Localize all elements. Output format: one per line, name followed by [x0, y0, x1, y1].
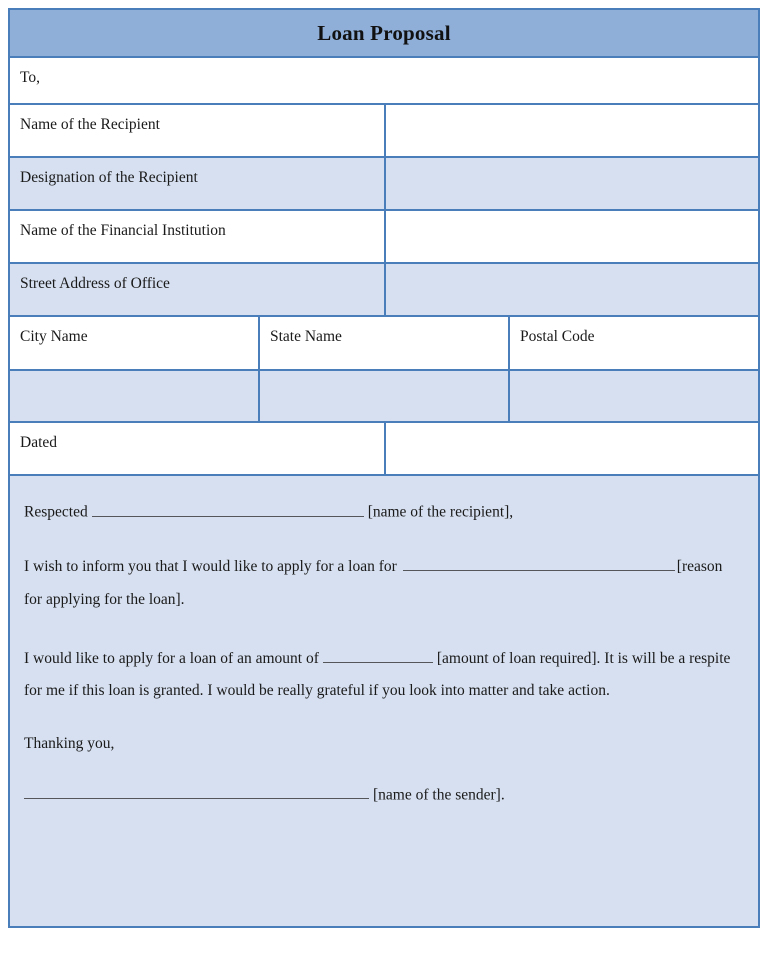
to-label-cell — [10, 58, 758, 103]
letter-salutation — [24, 500, 744, 523]
loan-amount-blank[interactable] — [323, 646, 433, 663]
field-label-designation-of-recipient — [10, 158, 386, 209]
sender-name-blank[interactable] — [24, 783, 369, 800]
loan-proposal-table — [8, 8, 760, 928]
letter-signature-line — [24, 783, 744, 806]
field-label-text: Street Address of Office — [20, 275, 170, 292]
reason-paragraph-prefix: I wish to inform you that I would like to apply for a loan for — [24, 558, 397, 576]
field-label-name-of-recipient — [10, 105, 386, 156]
field-label-text: Dated — [20, 434, 58, 451]
field-input-financial-institution[interactable] — [386, 211, 758, 262]
field-input-name-of-recipient[interactable] — [386, 105, 758, 156]
field-input-city-name[interactable] — [10, 371, 260, 421]
column-header-text: State Name — [270, 328, 342, 345]
table-row — [10, 211, 758, 264]
field-label-text: Name of the Financial Institution — [20, 222, 226, 239]
document-title-bar — [10, 10, 758, 58]
letter-closing — [24, 734, 744, 755]
table-row — [10, 158, 758, 211]
table-row — [10, 105, 758, 158]
table-row-location-headers — [10, 317, 758, 371]
column-header-state-name — [260, 317, 510, 369]
letter-paragraph-reason — [24, 551, 744, 616]
column-header-text: Postal Code — [520, 328, 595, 345]
closing-text: Thanking you, — [24, 734, 115, 752]
field-label-text: Designation of the Recipient — [20, 169, 198, 186]
loan-reason-blank[interactable] — [403, 555, 675, 572]
field-input-designation-of-recipient[interactable] — [386, 158, 758, 209]
column-header-city-name — [10, 317, 260, 369]
reason-paragraph-suffix: [reason for applying for the loan]. — [24, 558, 723, 608]
table-row-to — [10, 58, 758, 105]
recipient-name-blank[interactable] — [92, 500, 364, 517]
field-input-street-address[interactable] — [386, 264, 758, 315]
field-label-text: Name of the Recipient — [20, 116, 160, 133]
amount-paragraph-suffix: [amount of loan required]. It is will be a respite for me if this loan is granted. I would be really grateful if you look into matter and take action. — [24, 649, 731, 700]
field-label-dated — [10, 423, 386, 474]
field-label-financial-institution — [10, 211, 386, 262]
field-input-postal-code[interactable] — [510, 371, 758, 421]
field-input-dated[interactable] — [386, 423, 758, 474]
to-label: To, — [20, 69, 41, 86]
letter-paragraph-amount — [24, 643, 744, 708]
table-row-location-values — [10, 371, 758, 423]
salutation-prefix: Respected — [24, 503, 88, 521]
column-header-text: City Name — [20, 328, 88, 345]
salutation-suffix: [name of the recipient], — [367, 503, 514, 521]
amount-paragraph-prefix: I would like to apply for a loan of an amount of — [24, 649, 319, 667]
column-header-postal-code — [510, 317, 758, 369]
page-title: Loan Proposal — [317, 20, 451, 45]
table-row-dated — [10, 423, 758, 476]
letter-body — [10, 476, 758, 926]
field-input-state-name[interactable] — [260, 371, 510, 421]
field-label-street-address — [10, 264, 386, 315]
table-row — [10, 264, 758, 317]
signature-suffix: [name of the sender]. — [373, 786, 505, 804]
